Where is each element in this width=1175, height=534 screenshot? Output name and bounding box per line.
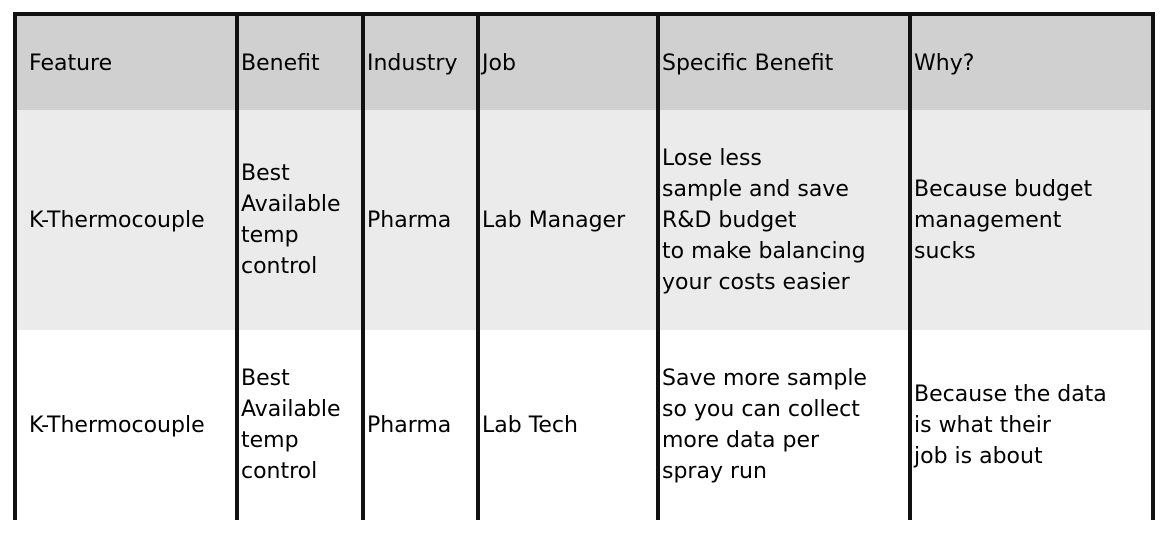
cell-feature: K-Thermocouple [29,412,205,438]
cell-why: Because budget management sucks [910,110,1151,330]
cell-industry: Pharma [363,110,478,330]
cell-specific-benefit: Lose less sample and save R&D budget to make balancing your costs easier [658,110,910,330]
feature-benefit-table-frame [13,12,1155,520]
feature-benefit-table [17,16,1151,520]
header-job: Job [478,16,658,110]
cell-job: Lab Tech [478,330,658,520]
cell-feature: K-Thermocouple [29,207,205,233]
cell-benefit: Best Available temp control [237,330,363,520]
header-why: Why? [910,16,1151,110]
header-industry: Industry [363,16,478,110]
header-benefit: Benefit [237,16,363,110]
cell-industry: Pharma [363,330,478,520]
table-header-row [17,16,1151,110]
header-feature: Feature [29,50,113,76]
cell-job: Lab Manager [478,110,658,330]
table-row [17,110,1151,330]
cell-benefit: Best Available temp control [237,110,363,330]
cell-specific-benefit: Save more sample so you can collect more data per spray run [658,330,910,520]
header-specific-benefit: Specific Benefit [658,16,910,110]
table-row [17,330,1151,520]
cell-why: Because the data is what their job is about [910,330,1151,520]
